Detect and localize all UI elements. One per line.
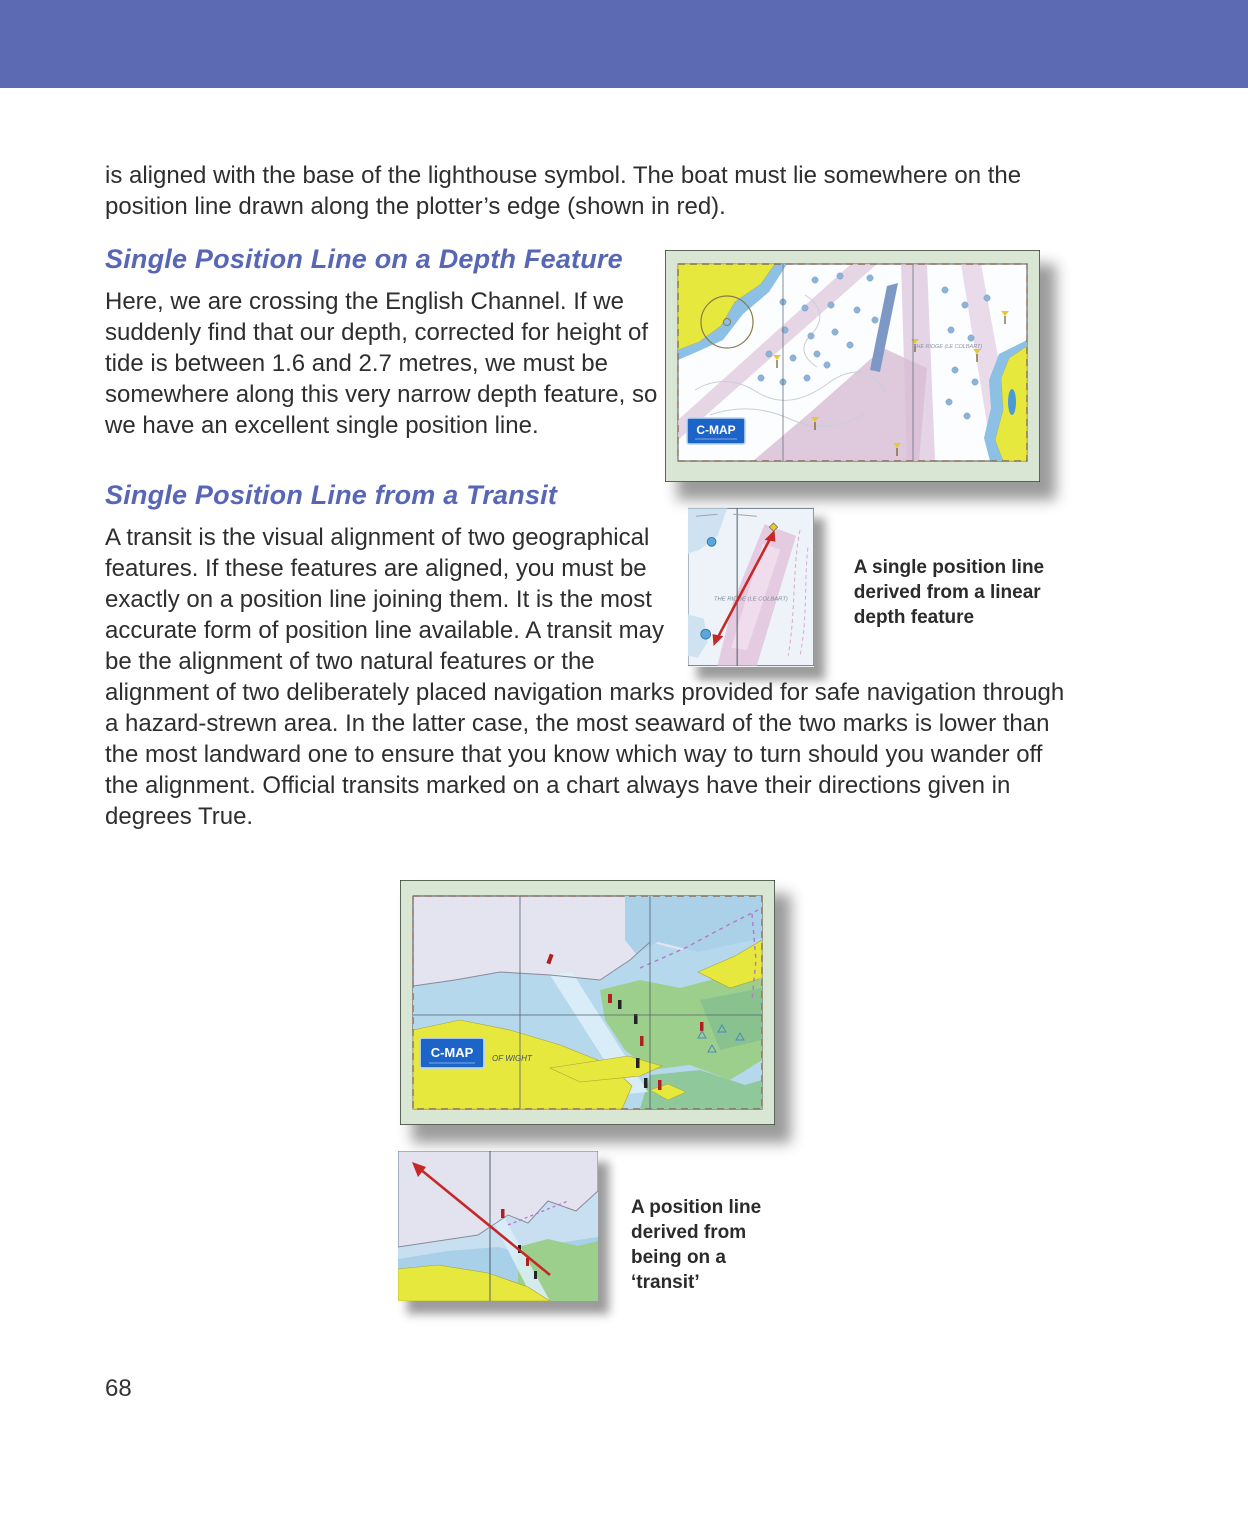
transit-crop-chart [398,1151,598,1301]
svg-text:C-MAP: C-MAP [430,1045,474,1060]
ridge-area-label: THE RIDGE (LE COLBART) [713,596,788,603]
page-content [105,160,1065,1403]
wight-area-label: OF WIGHT [492,1054,532,1063]
english-channel-chart [665,250,1040,482]
section-heading-transit: Single Position Line from a Transit [105,480,558,510]
header-band [0,0,1248,88]
ridge-crop-chart [688,507,814,667]
figure-caption: A position line derived from being on a ‘transit’ [631,1197,762,1293]
svg-text:C-MAP: C-MAP [696,423,736,437]
transit-paragraph: A transit is the visual alignment of two geographical features. If these features are aligned, you must be exactly on a position line joining them. It is the most accurate form of position line available. A transit may be the alignment of two natural features or the alignment of two deliberately placed navigation marks provided for safe navigation through a hazard-strewn area. In the latter case, the most seaward of the two marks is lower than the most landward one to ensure that you know which way to turn should you wander off the alignment. Official transits marked on a chart always have their directions given in degrees True. [105,524,1065,830]
page-number: 68 [105,1375,132,1402]
intro-paragraph: is aligned with the base of the lighthouse symbol. The boat must lie somewhere on the position line drawn along the plotter’s edge (shown in red). [105,162,1022,220]
depth-paragraph: Here, we are crossing the English Channel. If we suddenly find that our depth, corrected for height of tide is between 1.6 and 2.7 metres, we must be somewhere along this very narrow depth feature, so we have an excellent single position line. [105,288,658,439]
figure-caption: A single position line derived from a linear depth feature [853,557,1045,628]
figure-column [665,243,1065,667]
ridge-area-label: THE RIDGE (LE COLBART) [913,344,983,350]
section-heading-depth: Single Position Line on a Depth Feature [105,244,623,274]
cmap-logo [420,1038,484,1068]
isle-of-wight-chart [400,880,775,1125]
transit-figure-row [398,1151,1065,1301]
ridge-crop-row [665,507,1065,667]
wight-figure [400,880,775,1125]
cmap-logo [687,418,745,444]
